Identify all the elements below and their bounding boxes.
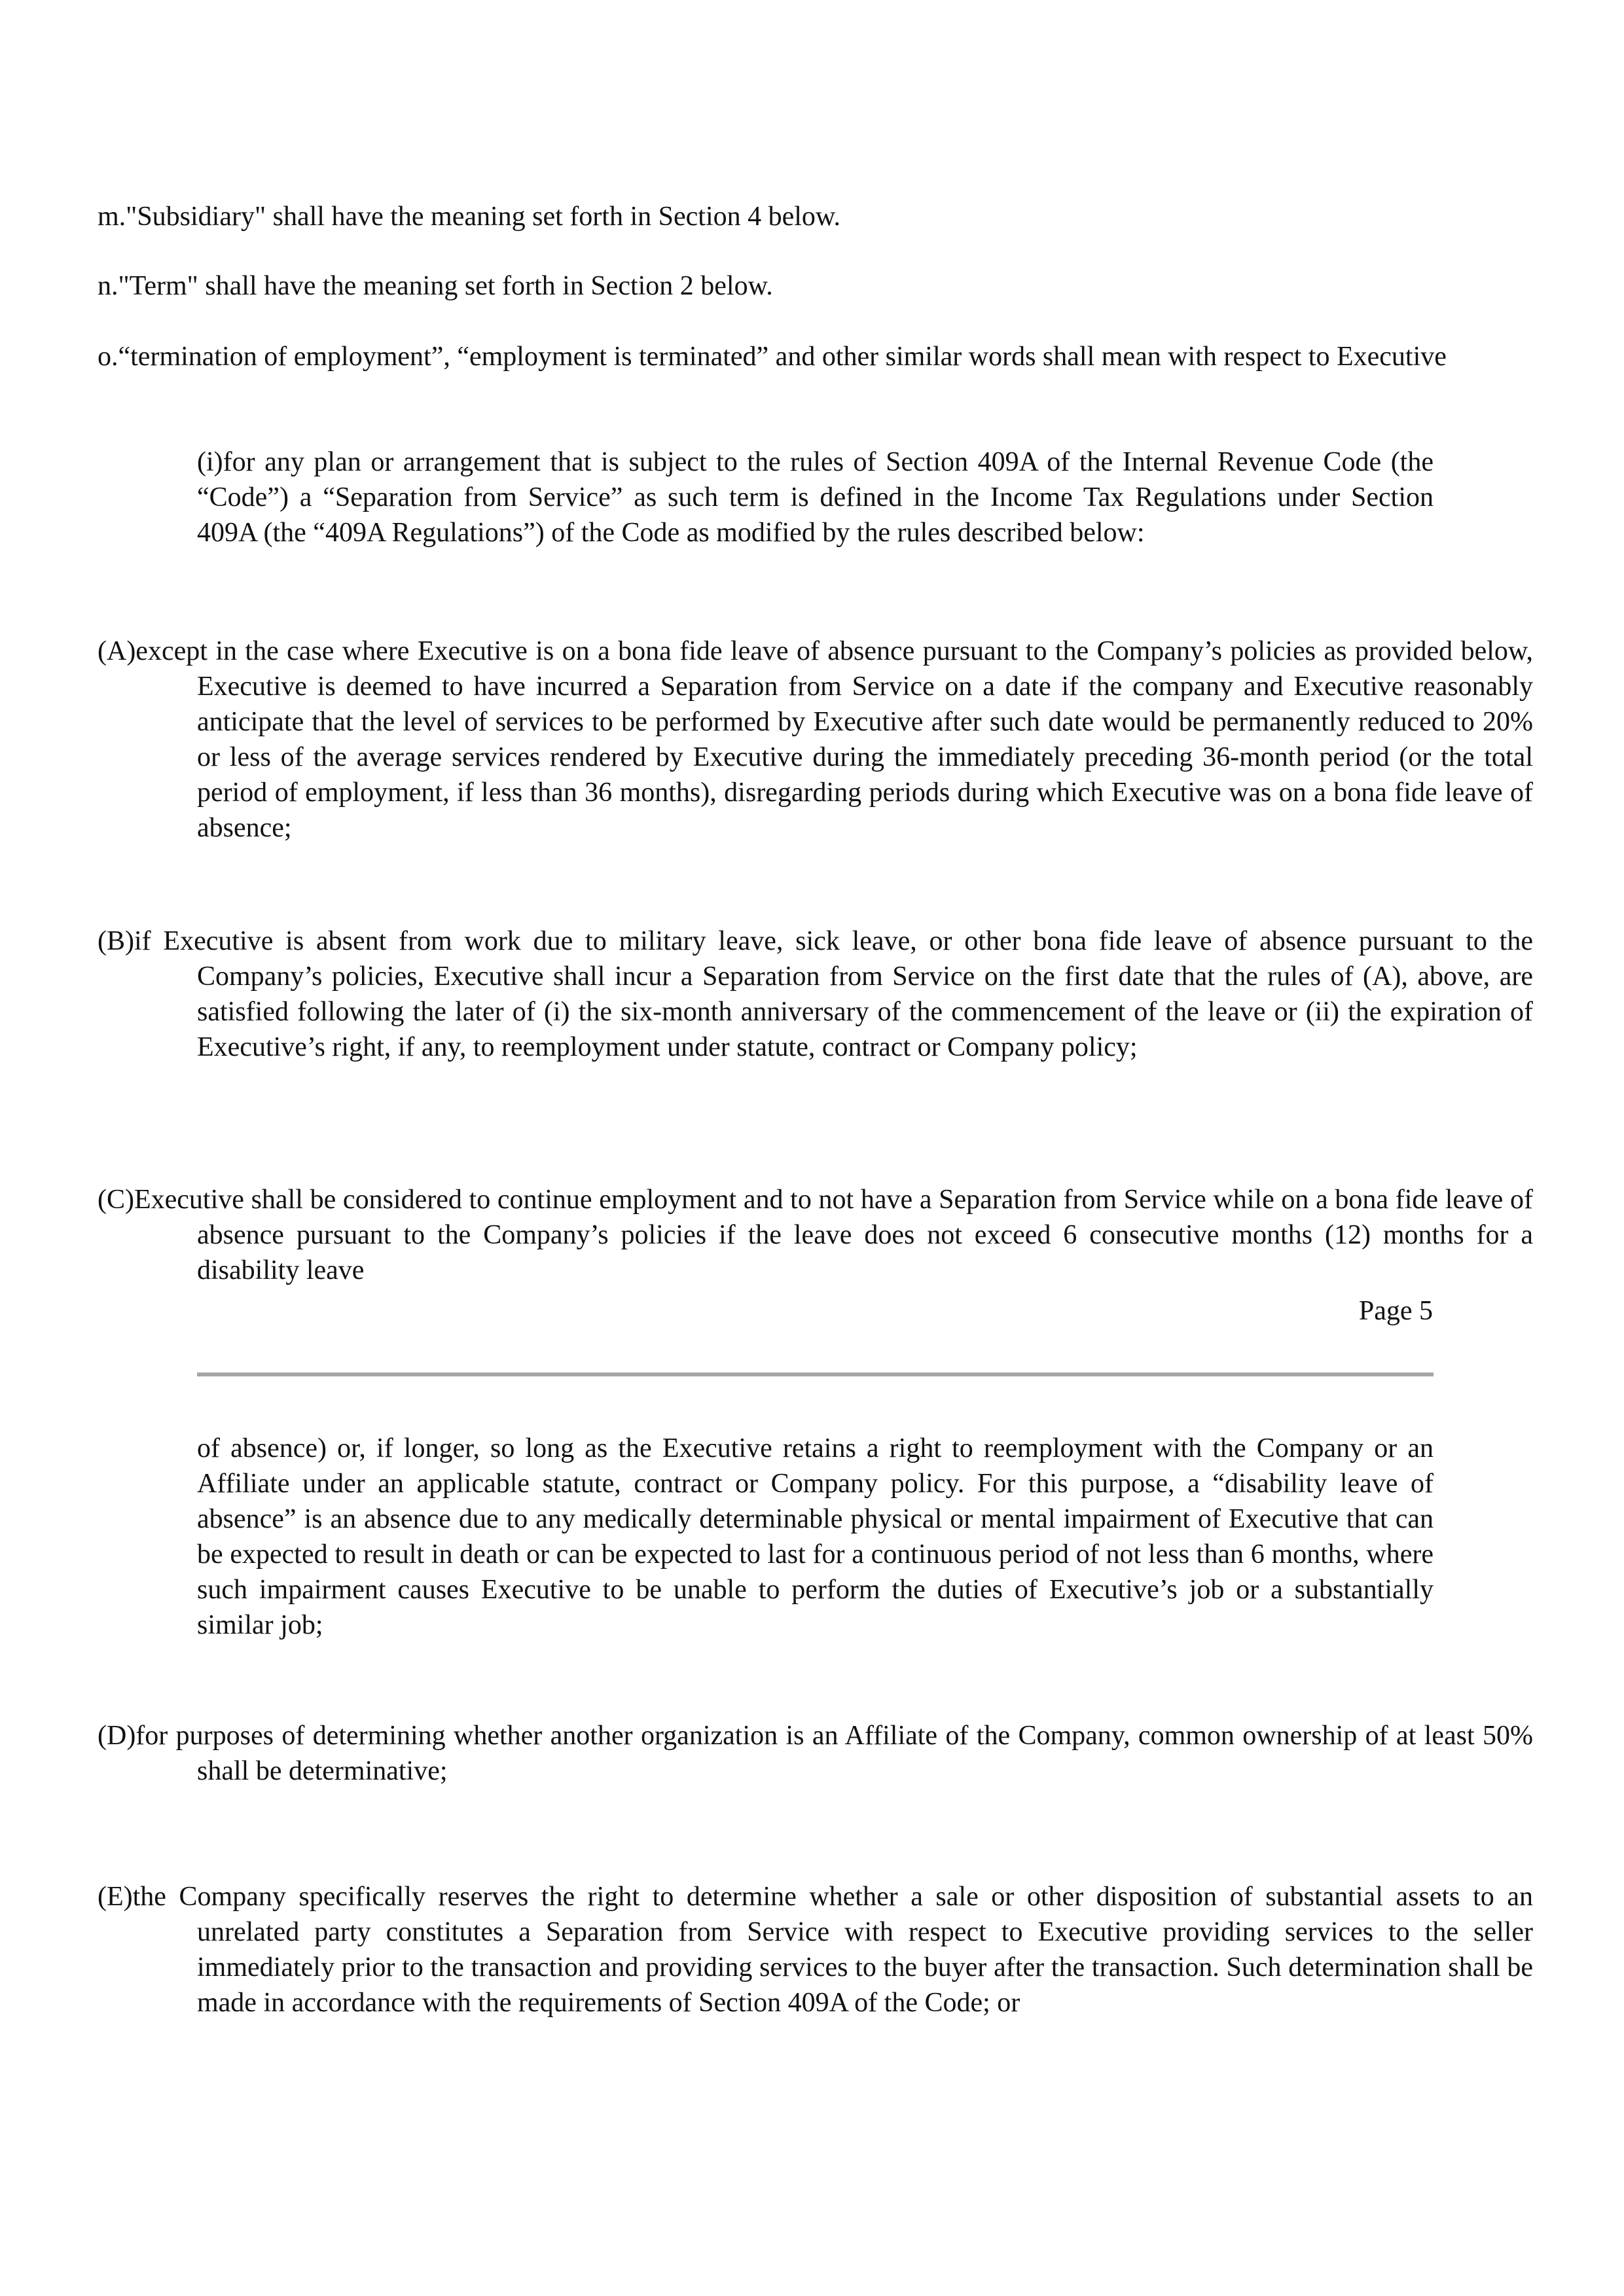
clause-i: (i)for any plan or arrangement that is subject to the rules of Section 409A of the Internal Revenue Code (the “Code”) a “Separation from Service” as such term is defined in the Income Tax Regulations under Section 409A (the “409A Regulations”) of the Code as modified by the rules described below: [197,447,1434,548]
clause-C: (C)Executive shall be considered to continue employment and to not have a Separation from Service while on a bona fide leave of absence pursuant to the Company’s policies if the leave does not exceed 6 consecutive months (12) months for a disability leave [98,1185,1533,1285]
clause-E: (E)the Company specifically reserves the right to determine whether a sale or other disposition of substantial assets to an unrelated party constitutes a Separation from Service with respect to Executive providing services to the seller immediately prior to the transaction and providing services to the buyer after the transaction. Such determination shall be made in accordance with the requirements of Section 409A of the Code; or [98,1882,1533,2018]
definition-m: m."Subsidiary" shall have the meaning set forth in Section 4 below. [98,202,841,232]
clause-B: (B)if Executive is absent from work due to military leave, sick leave, or other bona fide leave of absence pursuant to the Company’s policies, Executive shall incur a Separation from Service on the first date that the rules of (A), above, are satisfied following the later of (i) the six-month anniversary of the commencement of the leave or (ii) the expiration of Executive’s right, if any, to reemployment under statute, contract or Company policy; [98,926,1533,1062]
page-break-divider [197,1372,1434,1376]
clause-C-continuation: of absence) or, if longer, so long as the Executive retains a right to reemployment with the Company or an Affiliate under an applicable statute, contract or Company policy. For this purpose, a “disability leave of absence” is an absence due to any medically determinable physical or mental impairment of Executive that can be expected to result in death or can be expected to last for a continuous period of not less than 6 months, where such impairment causes Executive to be unable to perform the duties of Executive’s job or a substantially similar job; [197,1433,1434,1640]
clause-A: (A)except in the case where Executive is on a bona fide leave of absence pursuant to the Company’s policies as provided below, Executive is deemed to have incurred a Separation from Service on a date if the company and Executive reasonably anticipate that the level of services to be performed by Executive after such date would be permanently reduced to 20% or less of the average services rendered by Executive during the immediately preceding 36-month period (or the total period of employment, if less than 36 months), disregarding periods during which Executive was on a bona fide leave of absence; [98,636,1533,843]
definition-n: n."Term" shall have the meaning set forth in Section 2 below. [98,271,773,301]
definition-o: o.“termination of employment”, “employment is terminated” and other similar words shall mean with respect to Executive [98,342,1447,372]
clause-D: (D)for purposes of determining whether another organization is an Affiliate of the Company, common ownership of at least 50% shall be determinative; [98,1721,1533,1786]
page-number: Page 5 [1358,1296,1433,1326]
